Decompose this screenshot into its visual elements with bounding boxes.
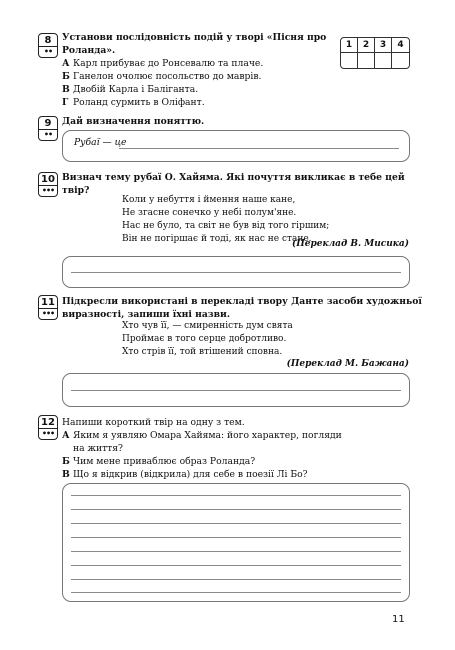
question-number-badge <box>38 172 58 197</box>
essay-answer-box[interactable] <box>62 483 410 602</box>
option-b: Б Ганелон очолює посольство до маврів. <box>62 71 262 82</box>
poem-line: Хто чув її, — смиренність дум свята <box>122 321 293 331</box>
grid-header: 2 <box>358 38 375 53</box>
grid-answer-cell[interactable] <box>375 53 392 68</box>
answer-line <box>71 509 401 510</box>
topic-b: Б Чим мене приваблює образ Роланда? <box>62 456 256 467</box>
grid-answer-cell[interactable] <box>358 53 375 68</box>
poem-line: Не згасне сонечко у небі полум'яне. <box>122 208 297 218</box>
answer-line <box>71 592 401 593</box>
grid-answer-cell[interactable] <box>341 53 358 68</box>
question-number: 9 <box>39 117 57 130</box>
poem-line: Нас не було, та світ не був від того гіршим; <box>122 221 330 231</box>
option-a: А Карл прибуває до Ронсевалю та плаче. <box>62 58 264 69</box>
difficulty-dots-icon: •• <box>43 47 53 56</box>
answer-box[interactable] <box>62 256 410 288</box>
question-text: Підкресли використані в перекладі твору Данте засоби художньої <box>62 296 422 307</box>
topic-a: А Яким я уявляю Омара Хайяма: його характер, погляди <box>62 430 342 441</box>
question-text: Визнач тему рубаї О. Хайяма. Які почуття викликає в тебе цей <box>62 172 405 183</box>
grid-header: 4 <box>392 38 409 53</box>
topic-a-continuation: на життя? <box>73 443 123 454</box>
answer-line <box>71 495 401 496</box>
answer-box[interactable] <box>62 373 410 407</box>
question-text: Напиши короткий твір на одну з тем. <box>62 417 245 428</box>
question-text: Установи послідовність подій у творі «Пісня про <box>62 32 327 43</box>
question-number-badge <box>38 33 58 58</box>
question-text: Роланда». <box>62 45 116 56</box>
poem-line: Проймає в того серце добротливо. <box>122 334 287 344</box>
answer-line <box>71 551 401 552</box>
question-text: твір? <box>62 185 90 196</box>
difficulty-dots-icon: ••• <box>41 186 55 195</box>
option-c: В Двобій Карла і Баліганта. <box>62 84 199 95</box>
answer-line <box>119 148 399 149</box>
grid-header: 1 <box>341 38 358 53</box>
answer-line <box>71 579 401 580</box>
question-text: Дай визначення поняттю. <box>62 116 205 127</box>
question-number: 12 <box>39 416 57 429</box>
translation-credit: (Переклад М. Бажана) <box>286 359 409 369</box>
page-number: 11 <box>392 614 405 625</box>
question-text: виразності, запиши їхні назви. <box>62 309 231 320</box>
answer-grid <box>340 37 410 69</box>
question-number: 10 <box>39 173 57 186</box>
topic-c: В Що я відкрив (відкрила) для себе в поезії Лі Бо? <box>62 469 308 480</box>
option-d: Г Роланд сурмить в Оліфант. <box>62 97 205 108</box>
answer-prefix: Рубаї — це <box>74 137 127 148</box>
answer-line <box>71 272 401 273</box>
question-number-badge <box>38 295 58 320</box>
question-number-badge <box>38 415 58 440</box>
question-number: 8 <box>39 34 57 47</box>
answer-line <box>71 537 401 538</box>
translation-credit: (Переклад В. Мисика) <box>292 239 409 249</box>
answer-line <box>71 565 401 566</box>
question-number: 11 <box>39 296 57 309</box>
poem-line: Він не погіршає й тоді, як нас не стане. <box>122 234 312 244</box>
question-number-badge <box>38 116 58 141</box>
difficulty-dots-icon: ••• <box>41 309 55 318</box>
answer-line <box>71 523 401 524</box>
answer-line <box>71 390 401 391</box>
poem-line: Хто стрів її, той втішений сповна. <box>122 347 283 357</box>
grid-answer-cell[interactable] <box>392 53 409 68</box>
poem-line: Коли у небуття і ймення наше кане, <box>122 195 296 205</box>
grid-header: 3 <box>375 38 392 53</box>
difficulty-dots-icon: ••• <box>41 429 55 438</box>
difficulty-dots-icon: •• <box>43 130 53 139</box>
